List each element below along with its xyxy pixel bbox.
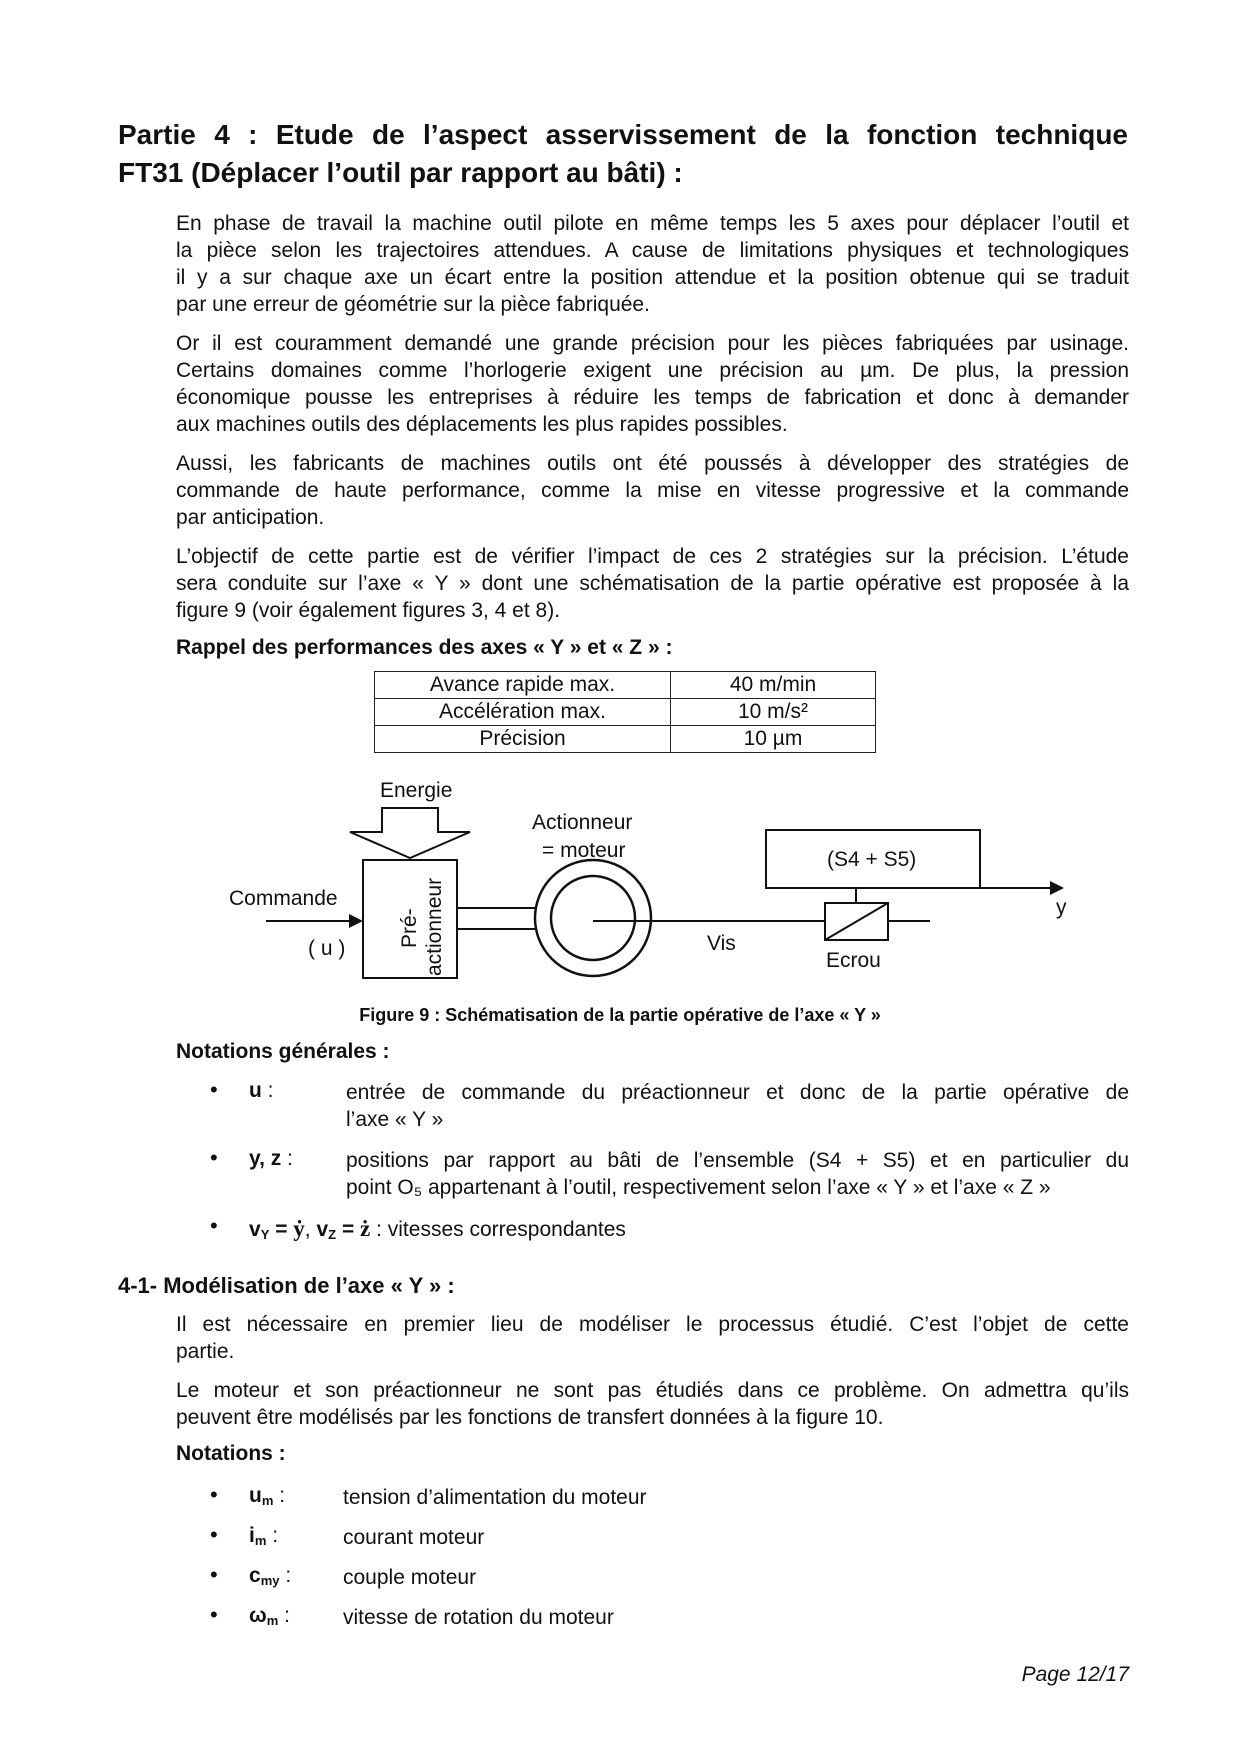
intro-paragraph-3 — [176, 450, 1129, 531]
notation-symbol: $i_m$ : — [249, 1524, 279, 1548]
s4-s5-label: (S4 + S5) — [827, 848, 917, 871]
notation-symbol: $c_{my}$ : — [249, 1564, 292, 1588]
text-line: par anticipation. — [176, 506, 325, 529]
text-line: peuvent être modélisés par les fonctions de transfert données à la figure 10. — [176, 1406, 884, 1429]
text-line: l’axe « Y » — [346, 1108, 444, 1131]
notation-symbol — [249, 1079, 274, 1103]
section-4-1-paragraph-2 — [176, 1377, 1129, 1431]
motor-inner-circle — [551, 876, 635, 960]
notation-symbol: $\omega_m$ : — [249, 1604, 290, 1628]
notation-separator: : — [281, 1147, 293, 1170]
preactionneur-label-2: actionneur — [423, 877, 446, 976]
vz-subscript: Z — [328, 1227, 337, 1242]
table-cell: Accélération max. — [375, 699, 671, 726]
u-label: ( u ) — [308, 937, 346, 960]
moteur-label: = moteur — [542, 839, 626, 862]
equals-sign: = — [336, 1218, 361, 1241]
bullet-icon: • — [210, 1482, 218, 1507]
text-line: Or il est couramment demandé une grande précision pour les pièces fabriquées par usinage. — [176, 332, 1129, 355]
table-cell: Précision — [375, 726, 671, 753]
text-line: la pièce selon les trajectoires attendues. A cause de limitations physiques et technologiques — [176, 239, 1129, 262]
arrowhead-icon — [349, 914, 363, 928]
table-row — [375, 672, 876, 699]
text-line: figure 9 (voir également figures 3, 4 et 8). — [176, 599, 561, 622]
commande-label: Commande — [229, 887, 338, 910]
figure-9-caption: Figure 9 : Schématisation de la partie opérative de l’axe « Y » — [359, 1005, 881, 1025]
symbol-subscript: my — [260, 1573, 280, 1588]
notation-description — [346, 1147, 1129, 1201]
bullet-icon: • — [210, 1145, 218, 1170]
intro-paragraph-2 — [176, 330, 1129, 438]
energie-label: Energie — [380, 779, 453, 802]
text-line: En phase de travail la machine outil pilote en même temps les 5 axes pour déplacer l’outil et — [176, 212, 1129, 235]
comma-separator: , — [304, 1218, 317, 1241]
text-line: économique pousse les entreprises à réduire les temps de fabrication et donc à demander — [176, 386, 1129, 409]
vy-subscript: Y — [260, 1227, 270, 1242]
symbol-base: i — [249, 1524, 255, 1547]
section-4-1-paragraph-1 — [176, 1311, 1129, 1365]
table-cell: Avance rapide max. — [375, 672, 671, 699]
section-4-1-title: 4-1- Modélisation de l’axe « Y » : — [118, 1273, 455, 1298]
equals-sign: = — [269, 1218, 294, 1241]
notation-description: tension d’alimentation du moteur — [343, 1486, 647, 1509]
table-row — [375, 726, 876, 753]
notations-generales-title: Notations générales : — [176, 1040, 390, 1063]
vis-label: Vis — [707, 932, 736, 955]
bullet-icon: • — [210, 1077, 218, 1102]
text-line: entrée de commande du préactionneur et donc de la partie opérative de — [346, 1081, 1129, 1104]
y-dot-symbol: ẏ — [293, 1216, 305, 1241]
symbol-subscript: m — [254, 1533, 267, 1548]
page-number: Page 12/17 — [1021, 1663, 1129, 1686]
notation-description: couple moteur — [343, 1566, 477, 1589]
part-heading — [118, 116, 1128, 192]
symbol-base: u — [249, 1484, 262, 1507]
energy-arrow-icon — [350, 808, 470, 858]
bullet-icon: • — [210, 1562, 218, 1587]
y-label: y — [1056, 896, 1067, 919]
symbol-base: c — [249, 1564, 261, 1587]
bullet-icon: • — [210, 1602, 218, 1627]
text-line: commande de haute performance, comme la mise en vitesse progressive et la commande — [176, 479, 1129, 502]
notation-symbol: $u_m$ : — [249, 1484, 286, 1508]
intro-paragraph-4 — [176, 543, 1129, 624]
text-line: sera conduite sur l’axe « Y » dont une schématisation de la partie opérative est proposée à la — [176, 572, 1129, 595]
text-line: positions par rapport au bâti de l’ensemble (S4 + S5) et en particulier du — [346, 1149, 1129, 1172]
notation-description: vitesse de rotation du moteur — [343, 1606, 614, 1629]
notation-symbol-text: u — [249, 1079, 262, 1102]
text-line: Aussi, les fabricants de machines outils ont été poussés à développer des stratégies de — [176, 452, 1129, 475]
velocity-notation — [249, 1215, 626, 1248]
notation-separator: : — [261, 1079, 274, 1102]
text-line: Certains domaines comme l’horlogerie exigent une précision au µm. De plus, la pression — [176, 359, 1129, 382]
performances-table — [374, 671, 876, 753]
table-row — [375, 699, 876, 726]
intro-paragraph-1 — [176, 210, 1129, 318]
text-line: point O₅ appartenant à l’outil, respectivement selon l’axe « Y » et l’axe « Z » — [346, 1176, 1051, 1199]
notation-description: courant moteur — [343, 1526, 485, 1549]
vz-symbol: v — [316, 1218, 329, 1241]
notation-description — [346, 1079, 1129, 1133]
table-cell: 10 m/s² — [671, 699, 876, 726]
heading-line-2: FT31 (Déplacer l’outil par rapport au bâti) : — [118, 157, 683, 188]
velocity-description: : vitesses correspondantes — [370, 1218, 626, 1241]
vy-symbol: v — [249, 1218, 261, 1241]
z-dot-symbol: ż — [360, 1216, 371, 1241]
symbol-base: ω — [249, 1604, 267, 1627]
heading-line-1: Partie 4 : Etude de l’aspect asservissement de la fonction technique — [118, 119, 1128, 150]
table-cell: 40 m/min — [671, 672, 876, 699]
bullet-icon: • — [210, 1213, 218, 1238]
symbol-subscript: m — [266, 1613, 279, 1628]
arrowhead-icon — [1050, 881, 1064, 895]
ecrou-label: Ecrou — [826, 949, 881, 972]
symbol-subscript: m — [261, 1493, 274, 1508]
bullet-icon: • — [210, 1522, 218, 1547]
actionneur-label: Actionneur — [532, 811, 633, 834]
table-cell: 10 µm — [671, 726, 876, 753]
text-line: aux machines outils des déplacements les plus rapides possibles. — [176, 413, 788, 436]
text-line: par une erreur de géométrie sur la pièce fabriquée. — [176, 293, 650, 316]
text-line: Il est nécessaire en premier lieu de modéliser le processus étudié. C’est l’objet de cette — [176, 1313, 1129, 1336]
performances-title: Rappel des performances des axes « Y » et « Z » : — [176, 636, 673, 659]
text-line: partie. — [176, 1340, 235, 1363]
preactionneur-label-1: Pré- — [398, 908, 421, 948]
text-line: L’objectif de cette partie est de vérifier l’impact de ces 2 stratégies sur la précision. L’étude — [176, 545, 1129, 568]
notations-title: Notations : — [176, 1442, 286, 1465]
notation-symbol-text: y, z — [249, 1147, 282, 1170]
text-line: il y a sur chaque axe un écart entre la position attendue et la position obtenue qui se traduit — [176, 266, 1129, 289]
figure-9-diagram — [0, 770, 1240, 995]
text-line: Le moteur et son préactionneur ne sont pas étudiés dans ce problème. On admettra qu’ils — [176, 1379, 1129, 1402]
notation-symbol — [249, 1147, 293, 1171]
